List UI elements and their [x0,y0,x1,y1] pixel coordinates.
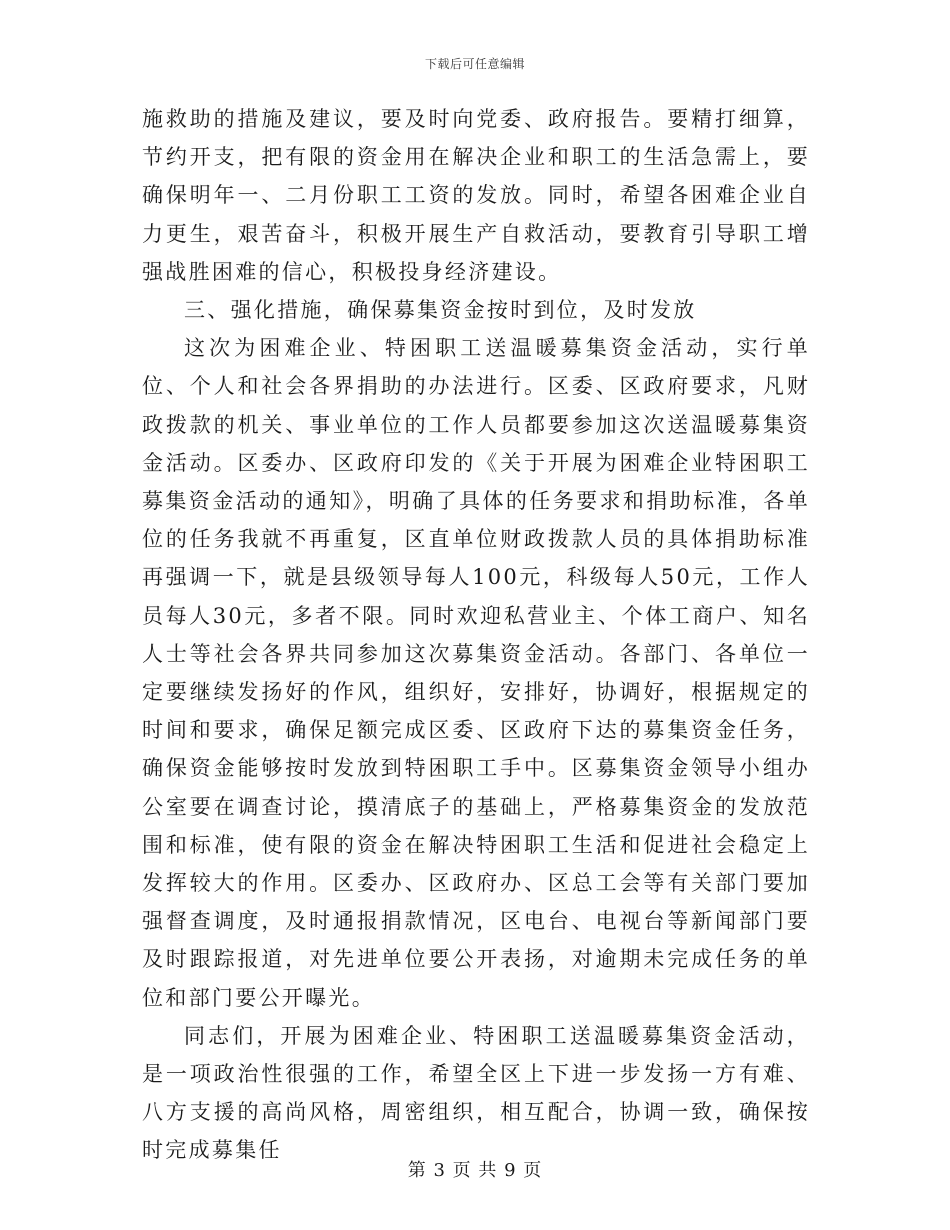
section-heading: 三、强化措施，确保募集资金按时到位，及时发放 [184,298,697,323]
document-body [142,100,810,1170]
paragraph-fundraising: 这次为困难企业、特困职工送温暖募集资金活动，实行单位、个人和社会各界捐助的办法进行。区委、区政府要求，凡财政拨款的机关、事业单位的工作人员都要参加这次送温暖募集资金活动。区委办、区政府印发的《关于开展为困难企业特困职工募集资金活动的通知》，明确了具体的任务要求和捐助标准，各单位的任务我就不再重复，区直单位财政拨款人员的具体捐助标准再强调一下，就是县级领导每人100元，科级每人50元，工作人员每人30元，多者不限。同时欢迎私营业主、个体工商户、知名人士等社会各界共同参加这次募集资金活动。各部门、各单位一定要继续发扬好的作风，组织好，安排好，协调好，根据规定的时间和要求，确保足额完成区委、区政府下达的募集资金任务，确保资金能够按时发放到特困职工手中。区募集资金领导小组办公室要在调查讨论，摸清底子的基础上，严格募集资金的发放范围和标准，使有限的资金在解决特困职工生活和促进社会稳定上发挥较大的作用。区委办、区政府办、区总工会等有关部门要加强督查调度，及时通报捐款情况，区电台、电视台等新闻部门要及时跟踪报道，对先进单位要公开表扬，对逾期未完成任务的单位和部门要公开曝光。 [142,336,810,1010]
paragraph-closing: 同志们，开展为困难企业、特困职工送温暖募集资金活动，是一项政治性很强的工作，希望全区上下进一步发扬一方有难、八方支援的高尚风格，周密组织，相互配合，协调一致，确保按时完成募集任 [142,1023,810,1163]
paragraph-continuation: 施救助的措施及建议，要及时向党委、政府报告。要精打细算，节约开支，把有限的资金用在解决企业和职工的生活急需上，要确保明年一、二月份职工工资的发放。同时，希望各困难企业自力更生，艰苦奋斗，积极开展生产自救活动，要教育引导职工增强战胜困难的信心，积极投身经济建设。 [142,107,810,284]
page-number: 第 3 页 共 9 页 [407,1160,543,1181]
page-header: 下载后可任意编辑 [424,57,525,71]
